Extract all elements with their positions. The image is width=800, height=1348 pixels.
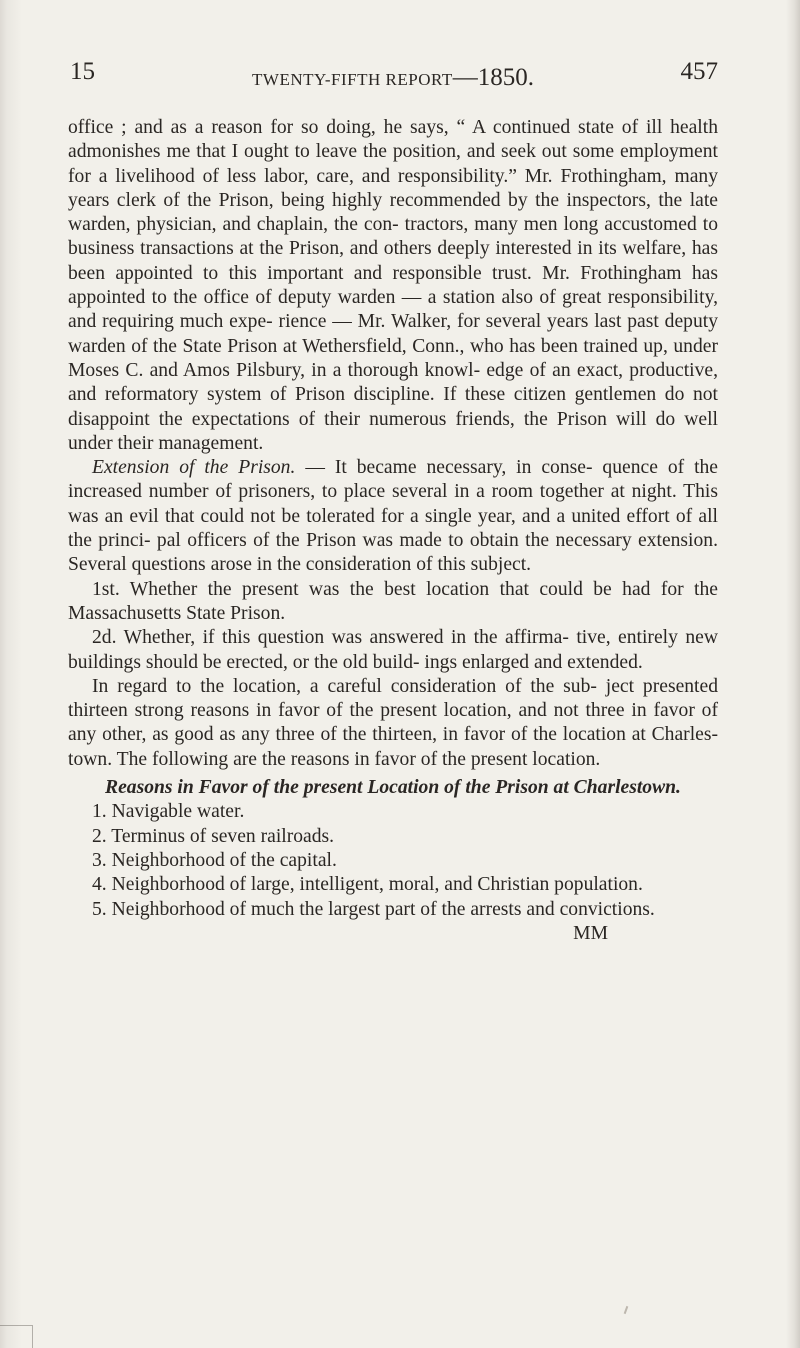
paragraph-extension — [68, 456, 718, 577]
running-title — [68, 64, 718, 92]
reasons-list — [68, 800, 718, 921]
report-year: —1850. — [452, 64, 534, 91]
running-title-text: TWENTY-FIFTH REPORT — [252, 70, 453, 89]
paper-speck — [624, 1306, 629, 1314]
paragraph-continued: office ; and as a reason for so doing, he says, “ A continued state of ill health admonishes me that I ought to leave the position, and seek out some employment for a livelihood of less labor, care, and responsibility.” Mr. Frothingham, many years clerk of the Prison, being highly recommended by the inspectors, the late warden, physician, and chaplain, the con- tractors, many men long accustomed to business transactions at the Prison, and others deeply interested in its welfare, has been appointed to this important and responsible trust. Mr. Frothingham has appointed to the office of deputy warden — a station also of great responsibility, and requiring much expe- rience — Mr. Walker, for several years last past deputy warden of the State Prison at Wethersfield, Conn., who has been trained up, under Moses C. and Amos Pilsbury, in a thorough knowl- edge of an exact, productive, and reformatory system of Prison discipline. If these citizen gentlemen do not disappoint the expectations of their numerous friends, the Prison will do well under their management. — [68, 117, 718, 454]
reason-item: 4. Neighborhood of large, intelligent, moral, and Christian population. — [92, 874, 643, 896]
page-corner-mark — [0, 1325, 33, 1348]
paragraph-question-1: 1st. Whether the present was the best location that could be had for the Massachusetts State Prison. — [68, 578, 718, 624]
running-header — [68, 58, 718, 91]
reason-item: 1. Navigable water. — [92, 801, 245, 823]
paragraph-location: In regard to the location, a careful consideration of the sub- ject presented thirteen strong reasons in favor of the present location, and not three in favor of any other, as good as any three of the thirteen, in favor of the location at Charles- town. The following are the reasons in favor of the present location. — [68, 675, 718, 770]
page-shadow-left — [0, 0, 22, 1348]
section-heading: Reasons in Favor of the present Location of the Prison at Charlestown. — [105, 777, 681, 799]
page-number-left: 15 — [70, 58, 95, 85]
extension-heading: Extension of the Prison. — [92, 457, 296, 479]
reason-item: 2. Terminus of seven railroads. — [92, 825, 335, 847]
page-shadow-right — [786, 0, 800, 1348]
page-number-right: 457 — [680, 58, 718, 85]
paragraph-question-2: 2d. Whether, if this question was answered in the affirma- tive, entirely new buildings should be erected, or the old build- ings enlarged and extended. — [68, 627, 718, 673]
body-text — [68, 116, 718, 946]
reason-item: 3. Neighborhood of the capital. — [92, 849, 337, 871]
reason-item: 5. Neighborhood of much the largest part of the arrests and convictions. — [92, 898, 655, 920]
extension-text: — It became necessary, in conse- quence of the increased number of prisoners, to place several in a room together at night. This was an evil that could not be tolerated for a single year, and a united effort of all the princi- pal officers of the Prison was made to obtain the necessary extension. Several questions arose in the consideration of this subject. — [68, 457, 719, 576]
signature-mark: MM — [573, 922, 608, 944]
